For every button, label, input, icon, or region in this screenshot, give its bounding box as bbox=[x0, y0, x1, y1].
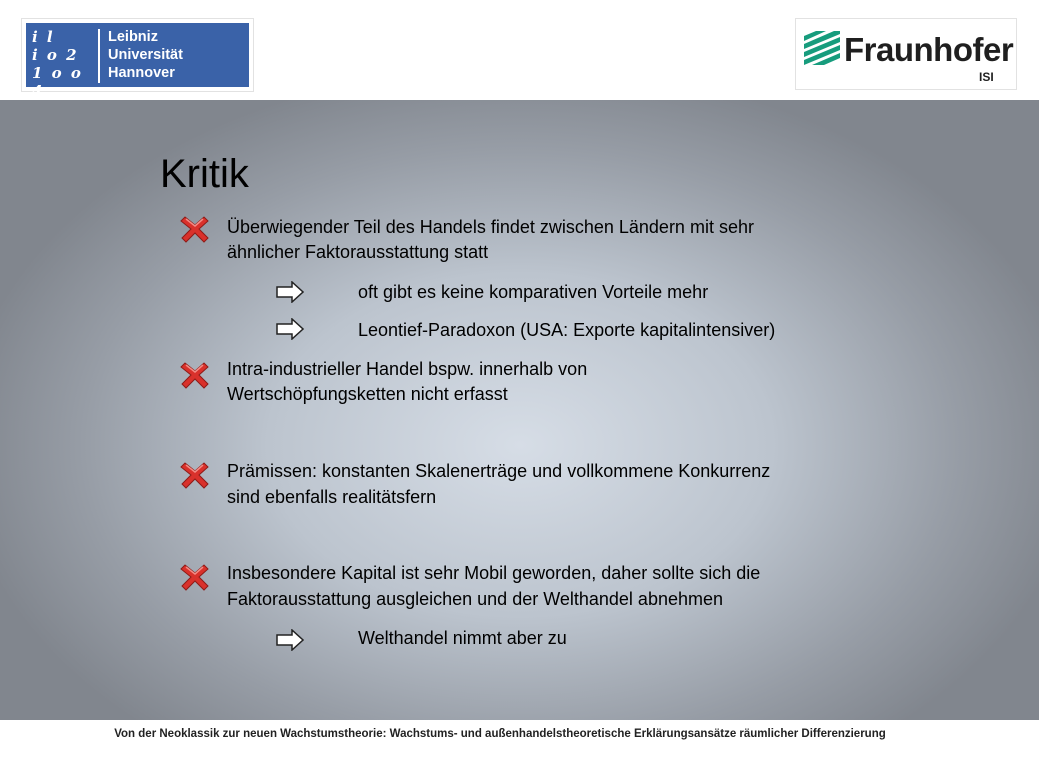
luh-logo-mark bbox=[32, 28, 94, 100]
bullet-2-line-1: Intra-industrieller Handel bspw. innerhalb von bbox=[227, 359, 588, 379]
luh-text-line: Universität bbox=[108, 47, 183, 63]
fraunhofer-wordmark: Fraunhofer bbox=[844, 31, 1014, 68]
luh-text-line: Leibniz bbox=[108, 29, 158, 45]
luh-mark-line: i o 2 bbox=[32, 46, 79, 64]
bullet-4-line-2: Faktorausstattung ausgleichen und der Welthandel abnehmen bbox=[227, 589, 724, 609]
logo-divider bbox=[98, 29, 100, 83]
bullet-1-line-1: Überwiegender Teil des Handels findet zwischen Ländern mit sehr bbox=[227, 217, 754, 237]
logo-background bbox=[26, 23, 249, 100]
footer bbox=[0, 720, 1039, 760]
subpoint-1-2: Leontief-Paradoxon (USA: Exporte kapitalintensiver) bbox=[358, 320, 776, 340]
footer-caption: Von der Neoklassik zur neuen Wachstumstheorie: Wachstums- und außenhandelstheoretische Erklärungsansätze räumlicher Differenzierung bbox=[114, 728, 886, 740]
fraunhofer-isi-logo bbox=[795, 18, 1017, 90]
bullet-4-line-1: Insbesondere Kapital ist sehr Mobil geworden, daher sollte sich die bbox=[227, 563, 761, 583]
red-cross-icon bbox=[180, 360, 210, 390]
red-cross-icon bbox=[180, 214, 210, 244]
bullet-3-line-2: sind ebenfalls realitätsfern bbox=[227, 487, 437, 507]
fraunhofer-stripes-icon bbox=[804, 31, 840, 65]
subpoint-4-1: Welthandel nimmt aber zu bbox=[358, 628, 567, 648]
luh-logo-text bbox=[108, 28, 183, 82]
outline-arrow-right-icon bbox=[276, 629, 304, 651]
red-cross-icon bbox=[180, 562, 210, 592]
bullet-3-line-1: Prämissen: konstanten Skalenerträge und vollkommene Konkurrenz bbox=[227, 461, 771, 481]
outline-arrow-right-icon bbox=[276, 281, 304, 303]
red-cross-icon bbox=[180, 460, 210, 490]
luh-mark-line: i l bbox=[32, 28, 55, 46]
bullet-1-line-2: ähnlicher Faktorausstattung statt bbox=[227, 242, 489, 262]
bullet-2-line-2: Wertschöpfungsketten nicht erfasst bbox=[227, 384, 508, 404]
subpoint-1-1: oft gibt es keine komparativen Vorteile mehr bbox=[358, 282, 709, 302]
outline-arrow-right-icon bbox=[276, 318, 304, 340]
isi-label: ISI bbox=[979, 70, 994, 84]
luh-mark-line: 1 o o 4 bbox=[32, 64, 83, 100]
header bbox=[0, 0, 1039, 100]
leibniz-university-logo bbox=[21, 18, 254, 100]
slide-title: Kritik bbox=[160, 152, 249, 196]
luh-text-line: Hannover bbox=[108, 65, 175, 81]
